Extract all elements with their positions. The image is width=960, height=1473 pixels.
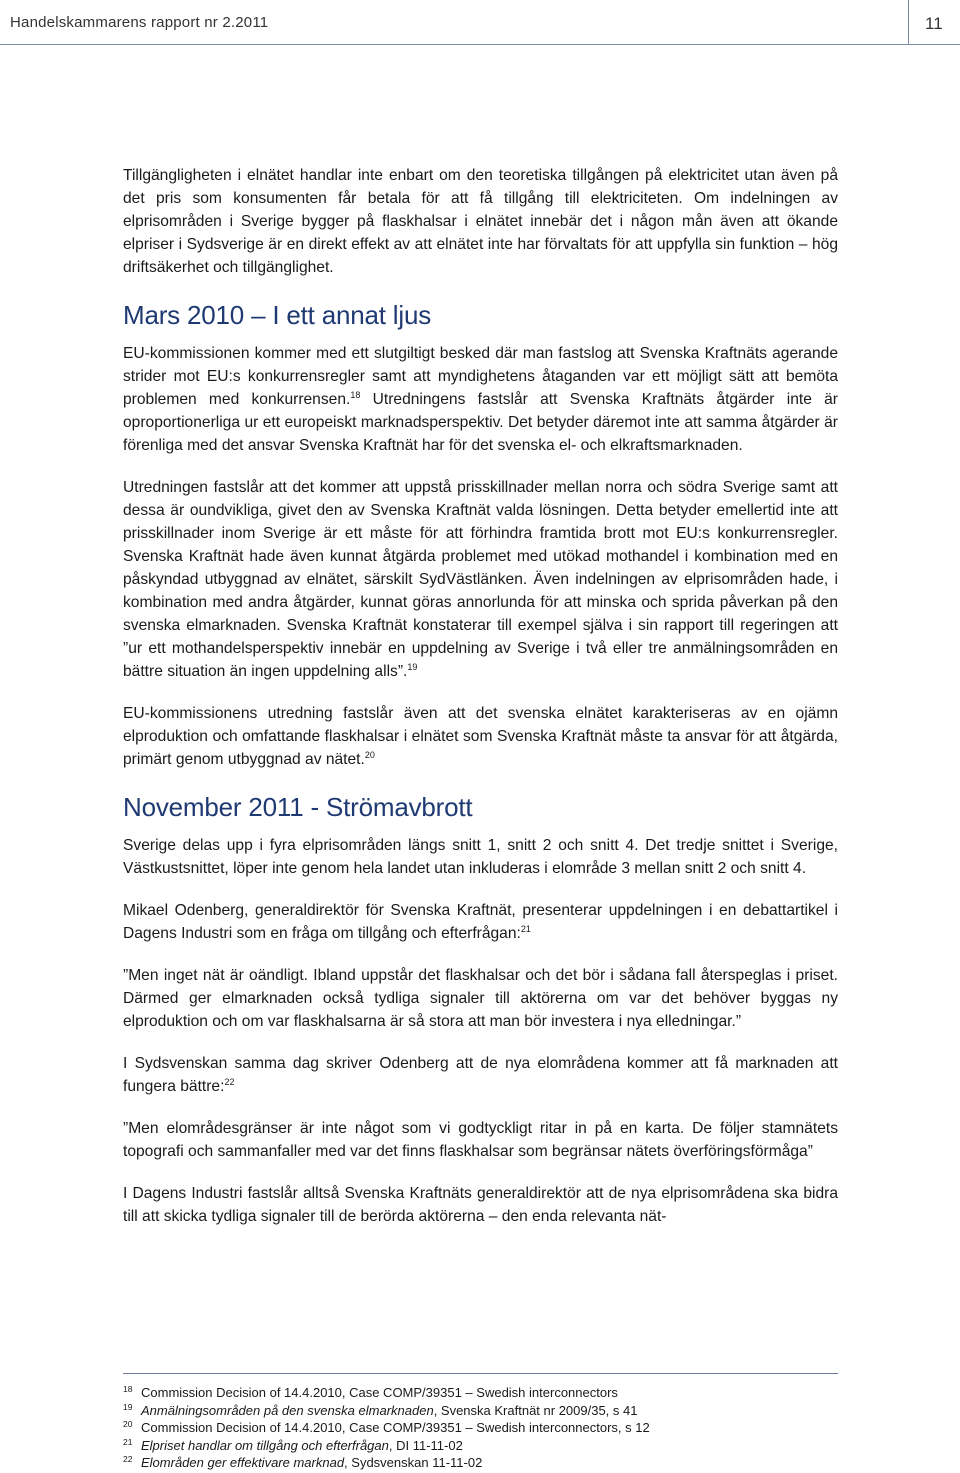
paragraph: I Dagens Industri fastslår alltså Svenska Kraftnäts generaldirektör att de nya elprisområdena ska bidra till att skicka tydliga signaler till de berörda aktörerna – den enda relevanta nät- [123,1185,838,1225]
section-heading-mars-2010: Mars 2010 – I ett annat ljus [123,300,432,330]
footnote: 18 Commission Decision of 14.4.2010, Case COMP/39351 – Swedish interconnectors [123,1384,618,1400]
paragraph: I Sydsvenskan samma dag skriver Odenberg att de nya elområdena kommer att få marknaden att fungera bättre:$^{22}$ [123,1055,838,1095]
quote: ”Men inget nät är oändligt. Ibland uppstår det flaskhalsar och det bör i sådana fall återspeglas i priset. Därmed ger elmarknaden också tydliga signaler till aktörerna om var det behöver byggas ny elproduktion och om var flaskhalsarna är så stora att man bör investera i nya elledningar.” [123,967,838,1030]
page-header [0,0,960,45]
paragraph: Utredningen fastslår att det kommer att uppstå prisskillnader mellan norra och södra Sverige samt att dessa är oundvikliga, givet den av Svenska Kraftnät valda lösningen. Detta betyder emellertid inte att prisskillnader inom Sverige är ett måste för att förhindra framtida brott mot EU:s konkurrensregler. Svenska Kraftnät hade även kunnat åtgärda problemet med utökad mothandel i kombination med en påskyndad utbyggnad av elnätet, särskilt SydVästlänken. Även indelningen av elprisområden hade, i kombination med andra åtgärder, kunnat göras annorlunda för att minska och sprida påverkan på den svenska elmarknaden. Svenska Kraftnät konstaterar till exempel själva i sin rapport till regeringen att ”ur ett mothandelsperspektiv innebär en uppdelning av Sverige i två eller tre anmälningsområden en bättre situation än ingen uppdelning alls”.$^{19}$ [123,479,838,680]
page-number-box [908,0,960,44]
page-content [123,164,838,1247]
page-number: 11 [925,14,943,33]
footnotes [123,1373,838,1472]
footnote-ref: 18 [350,390,361,400]
quote: ”Men elområdesgränser är inte något som vi godtyckligt ritar in på en karta. De följer stamnätets topografi och sammanfaller med var det finns flaskhalsar som begränsar nätets överföringsförmåga” [123,1120,838,1160]
footnote: 21 Elpriset handlar om tillgång och efterfrågan, DI 11-11-02 [123,1436,463,1453]
intro-paragraph: Tillgängligheten i elnätet handlar inte enbart om den teoretiska tillgången på elektricitet utan även på det pris som konsumenten får betala för att få tillgång till elektriciteten. Om indelningen av elprisområden i Sverige bygger på flaskhalsar i elnätet innebär det i någon mån även att ökande elpriser i Sydsverige är en direkt effekt av att elnätet inte har förvaltats för att uppfylla sin funktion – hög driftsäkerhet och tillgänglighet. [123,167,838,276]
section-heading-november-2011: November 2011 - Strömavbrott [123,792,473,822]
footnote: 22 Elområden ger effektivare marknad, Sydsvenskan 11-11-02 [123,1454,483,1470]
footnote-ref: 20 [364,750,375,760]
paragraph: EU-kommissionens utredning fastslår även att det svenska elnätet karakteriseras av en ojämn elproduktion och omfattande flaskhalsar i elnätet som Svenska Kraftnät måste ta ansvar för att åtgärda, primärt genom utbyggnad av nätet.$^{20}$ [123,705,838,768]
paragraph: Sverige delas upp i fyra elprisområden längs snitt 1, snitt 2 och snitt 4. Det tredje snittet i Sverige, Västkustsnittet, löper inte genom hela landet utan inkluderas i elområde 3 mellan snitt 2 och snitt 4. [123,837,838,877]
footnote-ref: 19 [407,662,418,672]
footnote: 19 Anmälningsområden på den svenska elmarknaden, Svenska Kraftnät nr 2009/35, s 41 [123,1401,638,1418]
footnote-ref: 21 [520,924,531,934]
report-title: Handelskammarens rapport nr 2.2011 [10,14,269,31]
paragraph: EU-kommissionen kommer med ett slutgiltigt besked där man fastslog att Svenska Kraftnäts agerande strider mot EU:s konkurrensregler samt att myndighetens åtaganden var ett möjligt sätt att bemöta problemen med konkurrensen.$^{18}$ Utredningens fastslår att Svenska Kraftnäts åtgärder inte är oproportionerliga ur ett europeiskt marknadsperspektiv. Det betyder däremot inte att samma åtgärder är förenliga med det ansvar Svenska Kraftnät har för det svenska el- och elkraftsmarknaden. [123,345,838,454]
footnote-ref: 22 [224,1077,235,1087]
paragraph: Mikael Odenberg, generaldirektör för Svenska Kraftnät, presenterar uppdelningen i en debattartikel i Dagens Industri som en fråga om tillgång och efterfrågan:$^{21}$ [123,902,838,942]
footnote: 20 Commission Decision of 14.4.2010, Case COMP/39351 – Swedish interconnectors, s 12 [123,1419,650,1435]
